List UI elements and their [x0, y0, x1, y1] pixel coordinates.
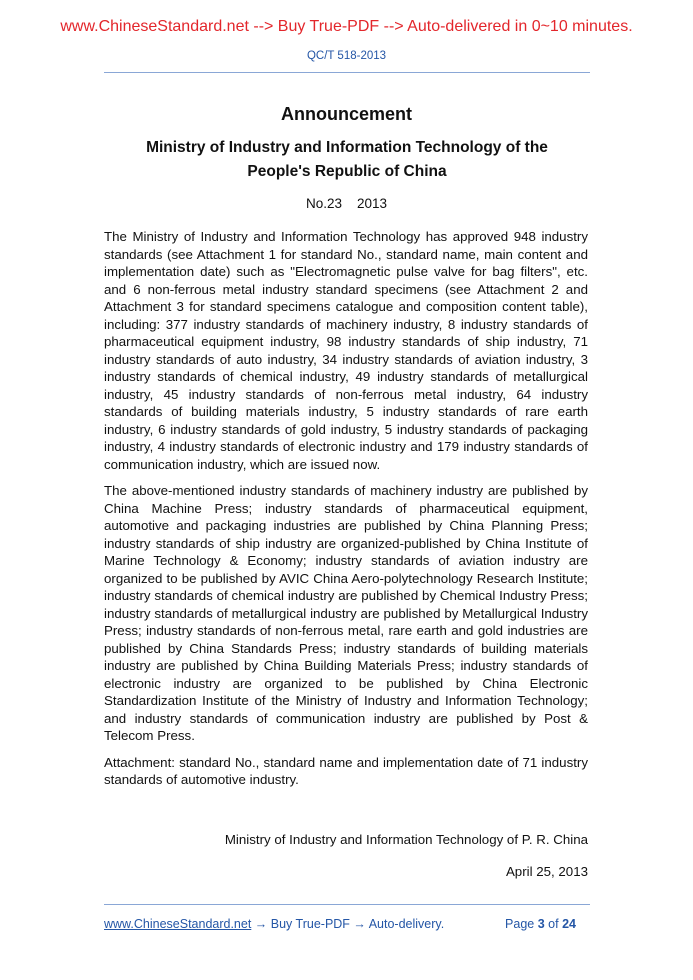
total-pages-number: 24	[562, 917, 576, 931]
issue-date: April 25, 2013	[505, 864, 588, 879]
issuing-authority-line-2: People's Republic of China	[247, 163, 447, 180]
standard-number-header: QC/T 518-2013	[306, 50, 387, 62]
issuing-authority-line-1: Ministry of Industry and Information Technology of the	[146, 139, 548, 156]
footer-purchase-text: → Buy True-PDF → Auto-delivery.	[251, 917, 445, 931]
page-title: Announcement	[280, 104, 412, 124]
announcement-body	[104, 228, 588, 798]
promo-banner-link[interactable]: www.ChineseStandard.net --> Buy True-PDF --> Auto-delivered in 0~10 minutes.	[60, 18, 633, 35]
footer-website-link[interactable]: www.ChineseStandard.net	[104, 917, 252, 931]
footer-divider	[104, 904, 590, 905]
header-divider	[104, 72, 590, 73]
page-footer	[104, 917, 590, 931]
of-label: of	[548, 917, 559, 931]
announcement-number: No.23 2013	[305, 196, 388, 211]
body-paragraph: The above-mentioned industry standards of machinery industry are published by China Machine Press; industry standards of pharmaceutical equipment, automotive and packaging industries are published by China Planning Press; industry standards of ship industry are organized-published by China Institute of Marine Technology & Economy; industry standards of aviation industry are organized to be published by AVIC China Aero-polytechnology Research Institute; industry standards of chemical industry are published by Chemical Industry Press; industry standards of metallurgical industry are published by Metallurgical Industry Press; industry standards of non-ferrous metal, rare earth and gold industries are published by China Standards Press; industry standards of building materials industry are published by China Building Materials Press; industry standards of electronic industry are organized to be published by China Electronic Standardization Institute of the Ministry of Industry and Information Technology; and industry standards of communication industry are published by Post & Telecom Press.	[104, 483, 588, 743]
body-paragraph: The Ministry of Industry and Information Technology has approved 948 industry standards (see Attachment 1 for standard No., standard name, main content and implementation date) such as "Electromagnetic pulse valve for bag filters", etc. and 6 non-ferrous metal industry standard specimens (see Attachment 2 and Attachment 3 for standard specimens catalogue and composition content table), including: 377 industry standards of machinery industry, 8 industry standards of pharmaceutical equipment industry, 98 industry standards of ship industry, 71 industry standards of auto industry, 34 industry standards of aviation industry, 3 industry standards of chemical industry, 49 industry standards of metallurgical industry, 45 industry standards of non-ferrous metal industry, 64 industry standards of building materials industry, 5 industry standards of rare earth industry, 6 industry standards of gold industry, 5 industry standards of packaging industry, 4 industry standards of electronic industry and 179 industry standards of communication industry, which are issued now.	[104, 229, 588, 472]
issuing-authority	[104, 136, 590, 184]
page-label: Page	[505, 917, 535, 931]
signature: Ministry of Industry and Information Technology of P. R. China	[224, 832, 588, 847]
current-page-number: 3	[537, 917, 545, 931]
attachment-note: Attachment: standard No., standard name and implementation date of 71 industry standards of automotive industry.	[104, 754, 588, 787]
page-indicator	[505, 917, 576, 931]
